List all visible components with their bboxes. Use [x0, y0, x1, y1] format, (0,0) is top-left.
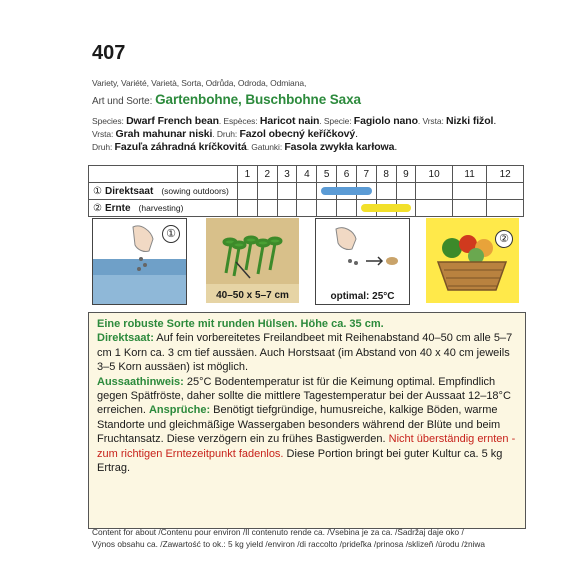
month-cell	[452, 200, 486, 217]
calendar-row-label	[89, 183, 238, 200]
month-cell	[337, 200, 357, 217]
direktsaat-label: Direktsaat:	[97, 332, 154, 345]
species-label: . Specie:	[319, 116, 354, 126]
species-label: Druh:	[92, 142, 115, 152]
species-line	[92, 141, 397, 153]
month-header: 1	[238, 166, 258, 183]
species-line	[92, 115, 496, 127]
month-cell	[238, 183, 258, 200]
ansprueche-label: Ansprüche:	[148, 404, 211, 417]
species-label: Vrsta:	[92, 129, 116, 139]
aussaathinweis-text: 25°C Bodentemperatur ist für die Keimung optimal. Empfindlich gegen Spätfröste, daher sollte die mittlere Tagestemperatur bei der Aussaat 12–18°C erreichen.	[97, 375, 511, 417]
period-bar	[361, 204, 377, 212]
content-yield	[92, 526, 485, 550]
species-label: .	[355, 128, 358, 140]
month-cell	[356, 183, 376, 200]
row-marker: ②	[93, 202, 102, 214]
picture-temperature	[315, 218, 410, 305]
month-cell	[356, 200, 376, 217]
species-name: Fagiolo nano	[353, 115, 418, 127]
aussaathinweis-label: Aussaathinweis:	[97, 375, 184, 388]
sowing-calendar	[88, 165, 524, 217]
variety-labels: Variety, Variété, Varietà, Sorta, Odrůda, Odroda, Odmiana,	[92, 78, 307, 88]
art-label: Art und Sorte:	[92, 96, 153, 107]
month-header: 11	[452, 166, 486, 183]
month-header: 7	[356, 166, 376, 183]
month-cell	[376, 200, 396, 217]
month-cell	[376, 183, 396, 200]
month-cell	[277, 200, 297, 217]
month-cell	[238, 200, 258, 217]
ansprueche-text: Benötigt tiefgründige, humusreiche, kalkige Böden, warme Standorte und gleichmäßige Wassergaben besonders während der Blüte und beim Fruchtansatz. Diese verzögern ein zu frühes Bastigwerden.	[97, 404, 501, 446]
month-header: 12	[487, 166, 524, 183]
month-header: 10	[416, 166, 453, 183]
species-label: . Vrsta:	[417, 116, 446, 126]
species-name: Fazol obecný keříčkový	[239, 128, 356, 140]
picture-caption: optimal: 25°C	[330, 291, 395, 302]
article-number: 407	[92, 42, 126, 64]
row-label: Direktsaat	[104, 185, 154, 197]
picture-caption: 40–50 x 5–7 cm	[216, 290, 289, 301]
month-header: 5	[317, 166, 337, 183]
month-cell	[487, 200, 524, 217]
species-name: Nizki fižol	[446, 115, 494, 127]
content-line: Content for about /Contenu pour environ /Il contenuto rende ca. /Vsebina je za ca. /Sadržaj daje oko /	[92, 527, 464, 537]
species-label: Species:	[92, 116, 127, 126]
direktsaat-text: Auf fein vorbereitetes Freilandbeet mit Reihenabstand 40–50 cm alle 5–7 cm 1 Korn ca. 3 cm tief aussäen. Auch Horstsaat (im Abstand von 40 x 40 cm jeweils 3–5 Korn aussäen) ist möglich.	[97, 332, 513, 374]
period-bar	[376, 204, 397, 212]
content-line: Výnos obsahu ca. /Zawartość to ok.: 5 kg yield /environ /di raccolto /prideľka /prinosa /sklizeň /úrodu /żniwa	[92, 539, 486, 549]
species-name: Fazuľa záhradná kríčkovitá	[114, 141, 247, 153]
harvest-warning: Nicht überständig ernten - zum richtigen Erntezeitpunkt fadenlos.	[97, 433, 516, 460]
month-cell	[257, 200, 277, 217]
species-name: Haricot nain	[259, 115, 320, 127]
species-label: .	[394, 141, 398, 153]
month-cell	[396, 200, 416, 217]
period-bar	[396, 204, 412, 212]
calendar-row	[89, 183, 524, 200]
picture-harvest	[426, 218, 519, 303]
species-name: Dwarf French bean	[126, 115, 219, 127]
month-cell	[337, 183, 357, 200]
period-bar	[336, 187, 357, 195]
month-cell	[317, 200, 337, 217]
month-cell	[416, 200, 453, 217]
picture-marker: ①	[162, 225, 180, 243]
month-cell	[487, 183, 524, 200]
species-label: . Espèces:	[218, 116, 260, 126]
period-bar	[356, 187, 372, 195]
calendar-row	[89, 200, 524, 217]
picture-sowing	[92, 218, 187, 305]
species-label: . Druh:	[212, 129, 240, 139]
month-cell	[452, 183, 486, 200]
row-note: (sowing outdoors)	[161, 185, 229, 196]
month-header: 6	[337, 166, 357, 183]
calendar-row-label	[89, 200, 238, 217]
period-bar	[321, 187, 337, 195]
species-line	[92, 128, 358, 140]
species-label: . Gatunki:	[246, 142, 285, 152]
month-cell	[277, 183, 297, 200]
month-header: 2	[257, 166, 277, 183]
month-cell	[297, 183, 317, 200]
picture-spacing	[206, 218, 299, 303]
portion-text: Diese Portion bringt bei guter Kultur ca. 5 kg Ertrag.	[97, 447, 503, 475]
description-box	[88, 312, 526, 529]
month-cell	[317, 183, 337, 200]
month-cell	[297, 200, 317, 217]
month-cell	[396, 183, 416, 200]
month-cell	[416, 183, 453, 200]
calendar-corner	[89, 166, 238, 183]
picture-marker: ②	[495, 230, 513, 248]
row-label: Ernte	[104, 202, 131, 214]
month-cell	[257, 183, 277, 200]
row-marker: ①	[93, 185, 102, 197]
species-name: Fasola zwykła karłowa	[284, 141, 395, 153]
description-headline: Eine robuste Sorte mit runden Hülsen. Höhe ca. 35 cm.	[97, 318, 384, 330]
art-und-sorte	[92, 92, 361, 107]
row-note: (harvesting)	[138, 202, 184, 213]
species-name: Grah mahunar niski	[115, 128, 213, 140]
month-header: 3	[277, 166, 297, 183]
month-header: 9	[396, 166, 416, 183]
art-value: Gartenbohne, Buschbohne Saxa	[155, 92, 361, 107]
month-header: 8	[376, 166, 396, 183]
month-header: 4	[297, 166, 317, 183]
species-label: .	[493, 115, 497, 127]
